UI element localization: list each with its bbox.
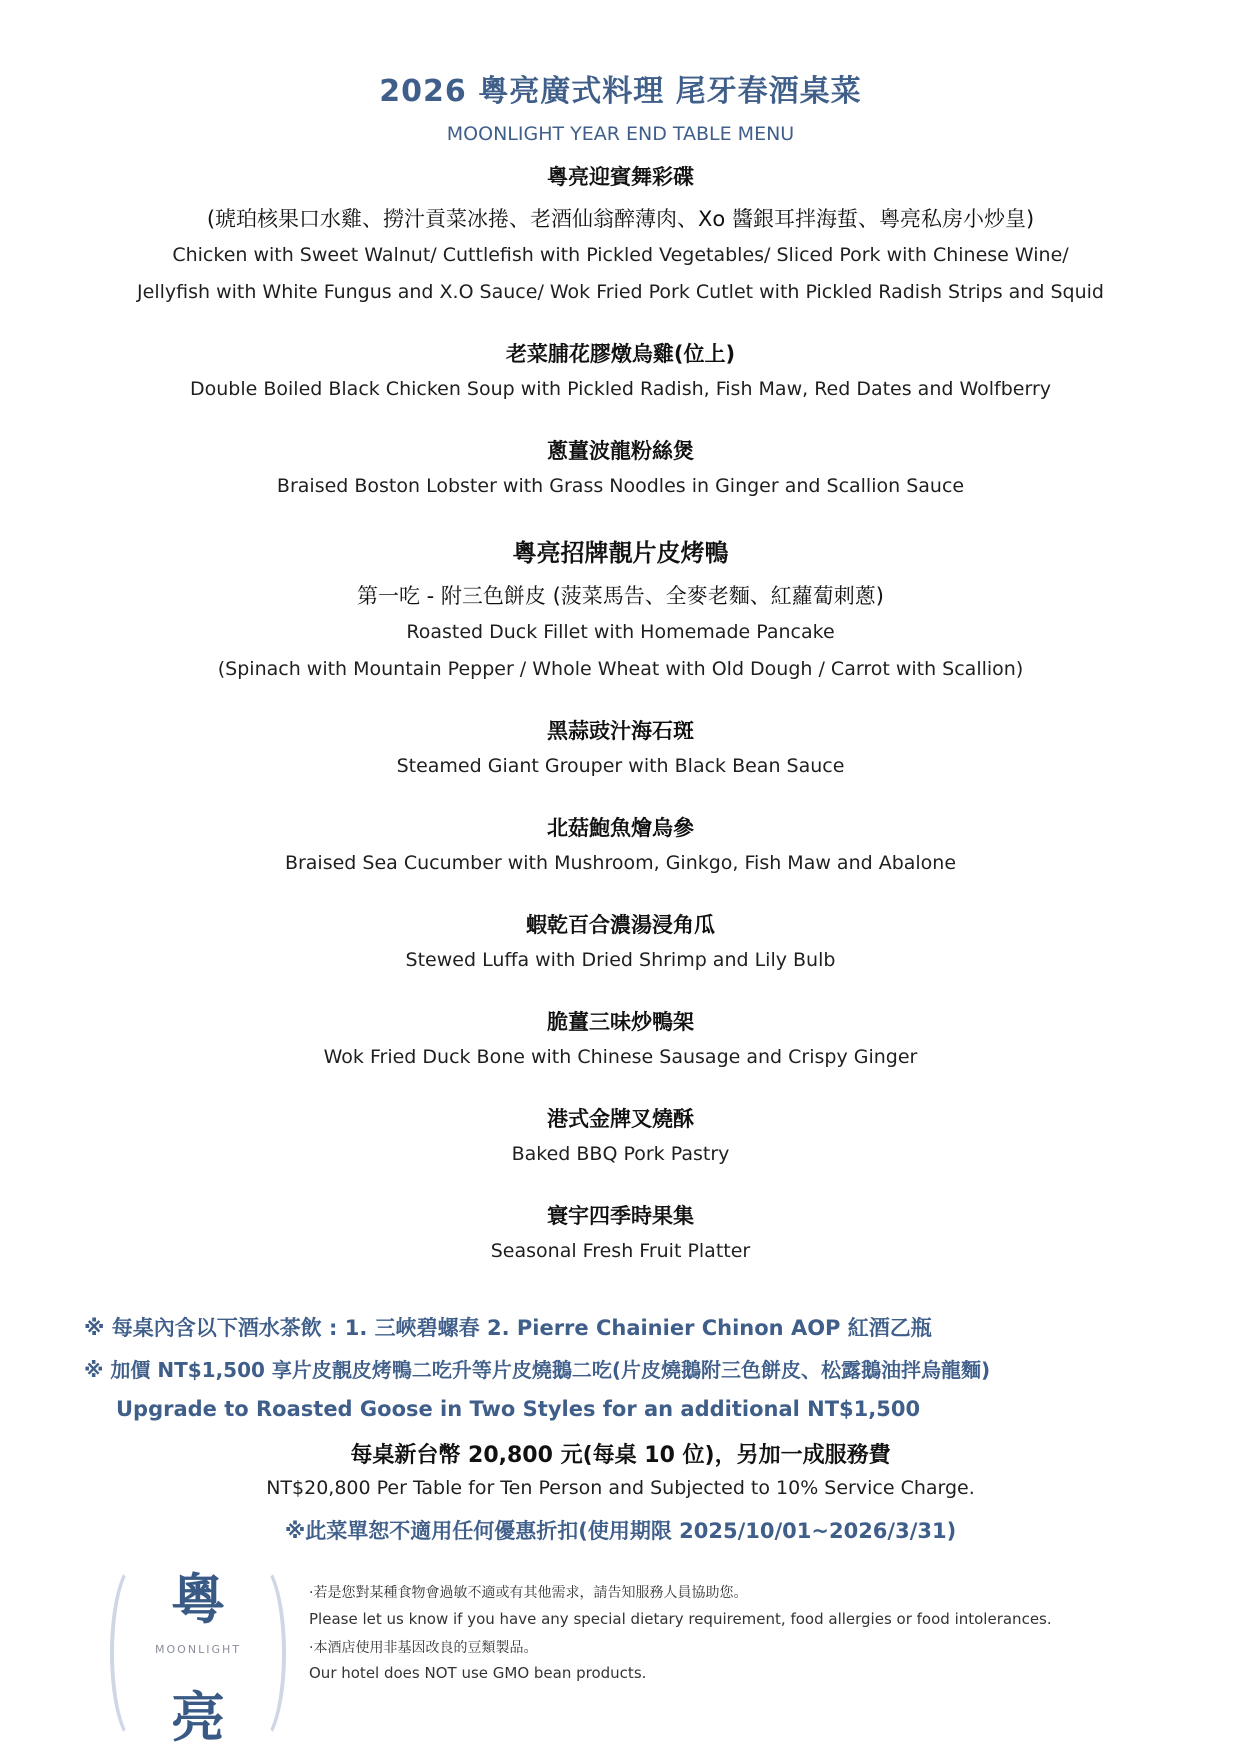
dish-duck-en-1: Roasted Duck Fillet with Homemade Pancake — [406, 621, 835, 643]
logo-char-bottom: 亮 — [171, 1686, 225, 1749]
dish-duck-bone-en: Wok Fried Duck Bone with Chinese Sausage and Crispy Ginger — [323, 1046, 918, 1068]
dish-sea-cucumber-en: Braised Sea Cucumber with Mushroom, Ginkgo, Fish Maw and Abalone — [284, 852, 957, 874]
dish-luffa-en: Stewed Luffa with Dried Shrimp and Lily Bulb — [405, 949, 836, 971]
logo-char-top: 粵 — [171, 1568, 225, 1631]
dish-luffa-zh: 蝦乾百合濃湯浸角瓜 — [526, 913, 715, 937]
dish-pastry-zh: 港式金牌叉燒酥 — [547, 1107, 694, 1131]
note-upgrade-en: Upgrade to Roasted Goose in Two Styles for an additional NT$1,500 — [116, 1397, 921, 1421]
dish-appetizer-detail: (琥珀核果口水雞、撈汁貢菜冰捲、老酒仙翁醉薄肉、Xo 醬銀耳拌海蜇、粵亮私房小炒皇) — [206, 207, 1035, 231]
note-upgrade-zh: ※ 加價 NT$1,500 享片皮靚皮烤鴨二吃升等片皮燒鵝二吃(片皮燒鵝附三色餅皮、松露鵝油拌烏龍麵) — [84, 1358, 991, 1382]
dish-duck-bone-zh: 脆薑三味炒鴨架 — [547, 1010, 694, 1034]
dish-lobster-en: Braised Boston Lobster with Grass Noodles in Ginger and Scallion Sauce — [276, 475, 965, 497]
footer-allergy-en: Please let us know if you have any special dietary requirement, food allergies or food intolerances. — [309, 1610, 1052, 1628]
footer-gmo-zh: ·本酒店使用非基因改良的豆類製品。 — [309, 1640, 538, 1656]
logo-tagline: MOONLIGHT — [155, 1643, 241, 1656]
dish-appetizer-zh: 粵亮迎賓舞彩碟 — [547, 165, 694, 189]
dish-appetizer-en-1: Chicken with Sweet Walnut/ Cuttlefish with Pickled Vegetables/ Sliced Pork with Chinese Wine/ — [172, 244, 1069, 266]
dish-duck-detail: 第一吃 - 附三色餅皮 (菠菜馬告、全麥老麵、紅蘿蔔刺蔥) — [357, 584, 884, 608]
dish-fruit-zh: 寰宇四季時果集 — [547, 1204, 694, 1228]
dish-appetizer-en-2: Jellyfish with White Fungus and X.O Sauce/ Wok Fried Pork Cutlet with Pickled Radish Strips and Squid — [137, 281, 1104, 303]
dish-soup-zh: 老菜脯花膠燉烏雞(位上) — [505, 342, 736, 366]
dish-sea-cucumber-zh: 北菇鮑魚燴烏參 — [547, 816, 694, 840]
footer-gmo-en: Our hotel does NOT use GMO bean products. — [309, 1664, 647, 1682]
dish-soup-en: Double Boiled Black Chicken Soup with Pickled Radish, Fish Maw, Red Dates and Wolfberry — [189, 378, 1052, 400]
price-zh: 每桌新台幣 20,800 元(每桌 10 位)，另加一成服務費 — [350, 1443, 891, 1468]
dish-grouper-en: Steamed Giant Grouper with Black Bean Sauce — [396, 755, 845, 777]
page-title: 2026 粵亮廣式料理 尾牙春酒桌菜 — [379, 74, 862, 109]
footer-allergy-zh: ·若是您對某種食物會過敏不適或有其他需求，請告知服務人員協助您。 — [309, 1585, 748, 1601]
page-subtitle: MOONLIGHT YEAR END TABLE MENU — [446, 123, 795, 145]
price-en: NT$20,800 Per Table for Ten Person and Subjected to 10% Service Charge. — [266, 1477, 975, 1499]
discount-disclaimer: ※此菜單恕不適用任何優惠折扣(使用期限 2025/10/01~2026/3/31) — [284, 1519, 957, 1543]
moonlight-logo — [108, 1555, 288, 1749]
dish-duck-en-2: (Spinach with Mountain Pepper / Whole Wheat with Old Dough / Carrot with Scallion) — [217, 658, 1024, 680]
dish-fruit-en: Seasonal Fresh Fruit Platter — [490, 1240, 751, 1262]
dish-lobster-zh: 蔥薑波龍粉絲煲 — [547, 439, 694, 463]
dish-grouper-zh: 黑蒜豉汁海石斑 — [547, 719, 694, 743]
note-drinks: ※ 每桌內含以下酒水茶飲 : 1. 三峽碧螺春 2. Pierre Chainier Chinon AOP 紅酒乙瓶 — [84, 1316, 932, 1340]
dish-duck-zh: 粵亮招牌靚片皮烤鴨 — [512, 539, 729, 567]
dish-pastry-en: Baked BBQ Pork Pastry — [511, 1143, 730, 1165]
